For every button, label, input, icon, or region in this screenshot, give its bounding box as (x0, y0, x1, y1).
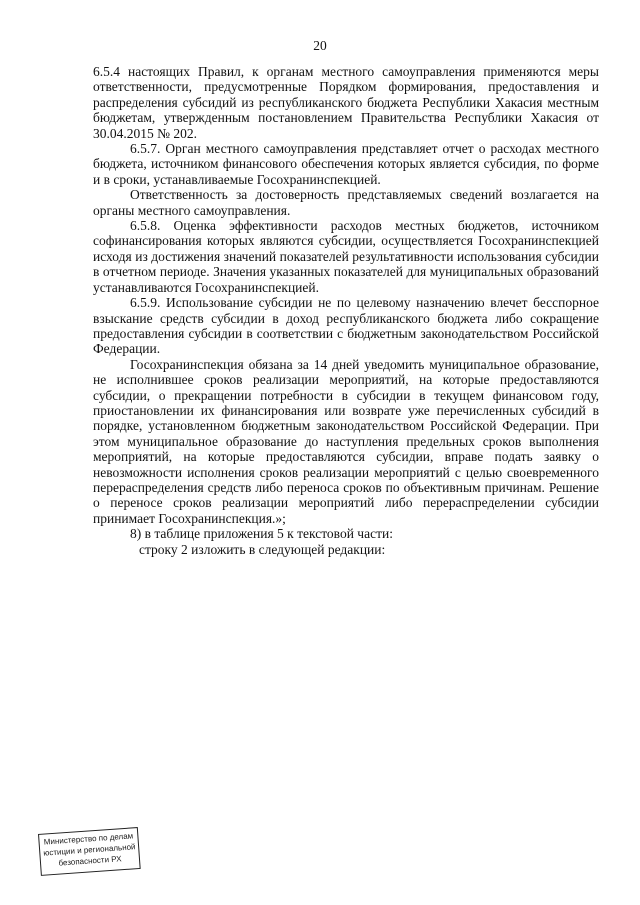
stamp-line-1: Министерство по делам (43, 831, 134, 847)
paragraph-responsibility: Ответственность за достоверность представляемых сведений возлагается на органы местного самоуправления. (93, 187, 599, 218)
paragraph-item-8: 8) в таблице приложения 5 к текстовой части: (130, 526, 393, 542)
paragraph-notification: Госохранинспекция обязана за 14 дней уведомить муниципальное образование, не исполнившее сроков реализации мероприятий, на которые предоставляются субсидии, о прекращении потребности в субсидии в текущем финансовом году, приостановлении их финансирования или возврате уже перечисленных субсидий в порядке, установленном бюджетным законодательством Российской Федерации. При этом муниципальное образование до наступления предельных сроков выполнения мероприятий, на которые предоставляются субсидии, вправе подать заявку о невозможности исполнения сроков реализации мероприятий с целью своевременного перераспределения средств либо переноса сроков по объективным причинам. Решение о переносе сроков реализации мероприятий либо перераспределении субсидии принимает Госохранинспекция.»; (93, 356, 599, 526)
page-number: 20 (313, 38, 327, 53)
paragraph-row-2: строку 2 изложить в следующей редакции: (139, 541, 386, 557)
stamp-line-2: юстиции и региональной (43, 842, 136, 858)
ministry-stamp (38, 827, 141, 876)
paragraph-6-5-8: 6.5.8. Оценка эффективности расходов местных бюджетов, источником софинансирования которых являются субсидии, осуществляется Госохранинспекцией исходя из достижения значений показателей результативности использования субсидии в отчетном периоде. Значения указанных показателей для муниципальных образований устанавливаются Госохранинспекцией. (93, 218, 599, 295)
stamp-line-3: безопасности РХ (58, 854, 122, 868)
paragraph-6-5-7: 6.5.7. Орган местного самоуправления представляет отчет о расходах местного бюджета, источником финансового обеспечения которых является субсидия, по форме и в сроки, устанавливаемые Госохранинспекцией. (93, 141, 599, 187)
paragraph-6-5-9: 6.5.9. Использование субсидии не по целевому назначению влечет бесспорное взыскание средств субсидии в доход республиканского бюджета либо сокращение предоставления субсидии в соответствии с бюджетным законодательством Российской Федерации. (93, 295, 599, 357)
paragraph-continuation: 6.5.4 настоящих Правил, к органам местного самоуправления применяются меры ответственности, предусмотренные Порядком формирования, предоставления и распределения субсидий из республиканского бюджета Республики Хакасия местным бюджетам, утвержденным постановлением Правительства Республики Хакасия от 30.04.2015 № 202. (93, 64, 599, 141)
document-body (93, 64, 599, 557)
